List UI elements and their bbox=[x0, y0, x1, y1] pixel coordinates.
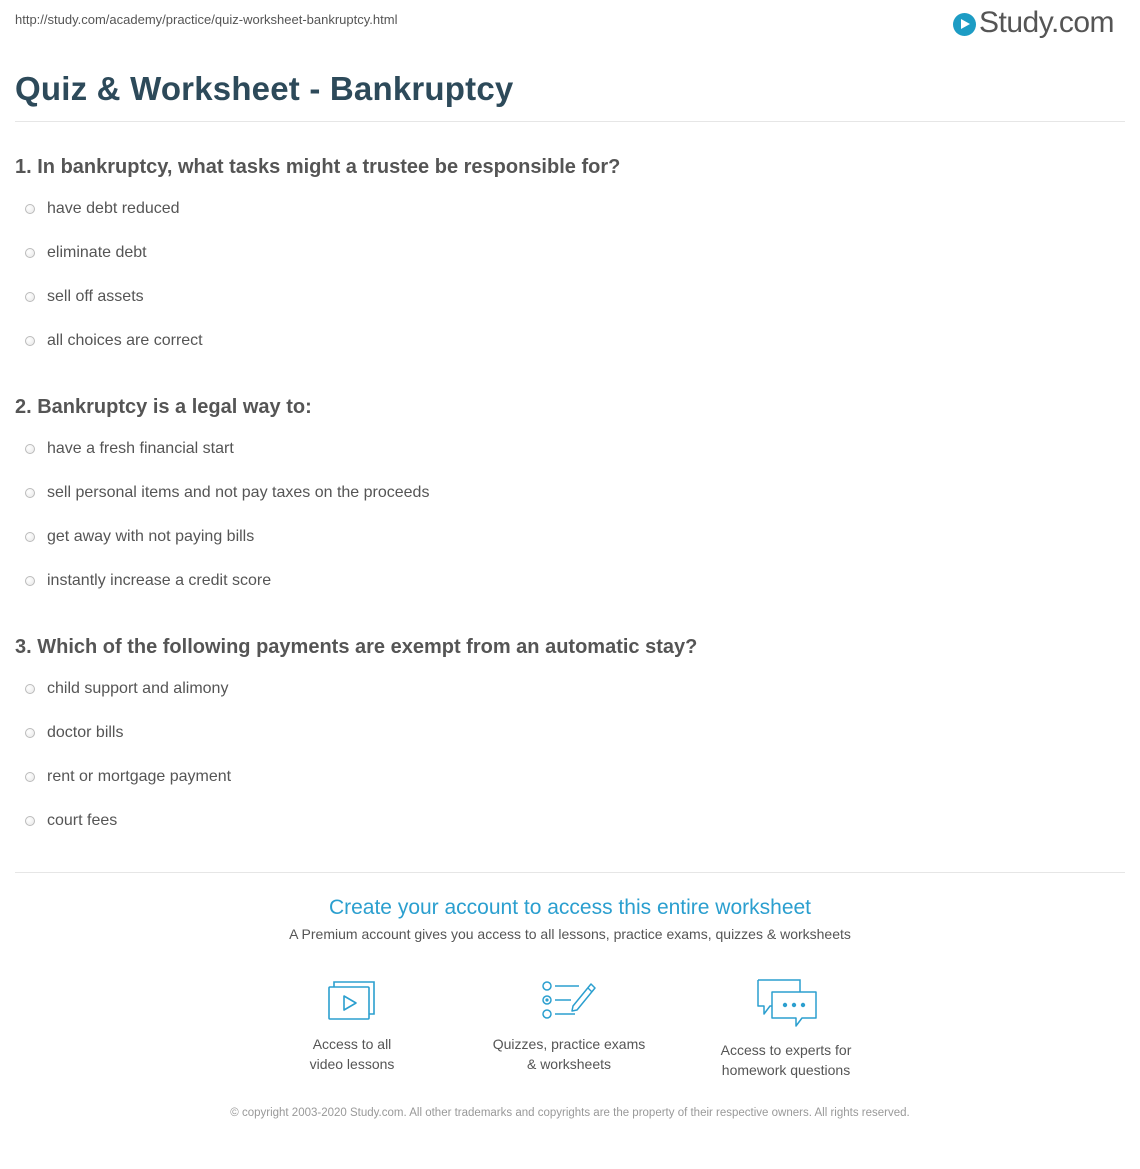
answer-option[interactable]: eliminate debt bbox=[25, 244, 147, 262]
copyright-notice: © copyright 2003-2020 Study.com. All other trademarks and copyrights are the property of their respective owners. All rights reserved. bbox=[230, 1107, 910, 1119]
answer-option[interactable]: doctor bills bbox=[25, 724, 123, 742]
question-1: 1. In bankruptcy, what tasks might a trustee be responsible for? bbox=[15, 156, 621, 178]
logo-text: Study.com bbox=[979, 6, 1114, 39]
page-url: http://study.com/academy/practice/quiz-worksheet-bankruptcy.html bbox=[15, 12, 398, 27]
answer-option[interactable]: sell personal items and not pay taxes on the proceeds bbox=[25, 484, 429, 502]
chat-experts-icon bbox=[754, 978, 818, 1028]
radio-button[interactable] bbox=[25, 684, 35, 694]
page-title: Quiz & Worksheet - Bankruptcy bbox=[15, 70, 514, 107]
radio-button[interactable] bbox=[25, 532, 35, 542]
answer-option[interactable]: rent or mortgage payment bbox=[25, 768, 231, 786]
answer-option[interactable]: instantly increase a credit score bbox=[25, 572, 271, 590]
video-lessons-icon bbox=[326, 978, 378, 1022]
radio-button[interactable] bbox=[25, 292, 35, 302]
answer-option[interactable]: all choices are correct bbox=[25, 332, 203, 350]
answer-option[interactable]: have a fresh financial start bbox=[25, 440, 234, 458]
feature-label: Access to all video lessons bbox=[309, 1036, 395, 1072]
title-divider bbox=[15, 121, 1125, 122]
feature-label: Quizzes, practice exams & worksheets bbox=[492, 1036, 646, 1072]
quiz-checklist-icon bbox=[541, 978, 597, 1022]
answer-option[interactable]: court fees bbox=[25, 812, 117, 830]
radio-button[interactable] bbox=[25, 488, 35, 498]
feature-video-lessons bbox=[252, 978, 452, 1074]
radio-button[interactable] bbox=[25, 204, 35, 214]
logo-play-icon bbox=[953, 13, 976, 36]
radio-button[interactable] bbox=[25, 248, 35, 258]
cta-subtitle: A Premium account gives you access to all lessons, practice exams, quizzes & worksheets bbox=[289, 926, 851, 942]
answer-option[interactable]: get away with not paying bills bbox=[25, 528, 254, 546]
study-logo[interactable] bbox=[953, 6, 1114, 40]
answer-option[interactable]: have debt reduced bbox=[25, 200, 180, 218]
cta-divider bbox=[15, 872, 1125, 873]
radio-button[interactable] bbox=[25, 444, 35, 454]
create-account-link[interactable]: Create your account to access this entire worksheet bbox=[328, 896, 812, 919]
answer-option[interactable]: sell off assets bbox=[25, 288, 144, 306]
radio-button[interactable] bbox=[25, 772, 35, 782]
feature-experts bbox=[686, 978, 886, 1080]
radio-button[interactable] bbox=[25, 728, 35, 738]
feature-quizzes bbox=[469, 978, 669, 1074]
answer-option[interactable]: child support and alimony bbox=[25, 680, 228, 698]
feature-label: Access to experts for homework questions bbox=[720, 1042, 852, 1078]
question-3: 3. Which of the following payments are exempt from an automatic stay? bbox=[15, 636, 698, 658]
radio-button[interactable] bbox=[25, 576, 35, 586]
question-2: 2. Bankruptcy is a legal way to: bbox=[15, 396, 312, 418]
radio-button[interactable] bbox=[25, 816, 35, 826]
radio-button[interactable] bbox=[25, 336, 35, 346]
